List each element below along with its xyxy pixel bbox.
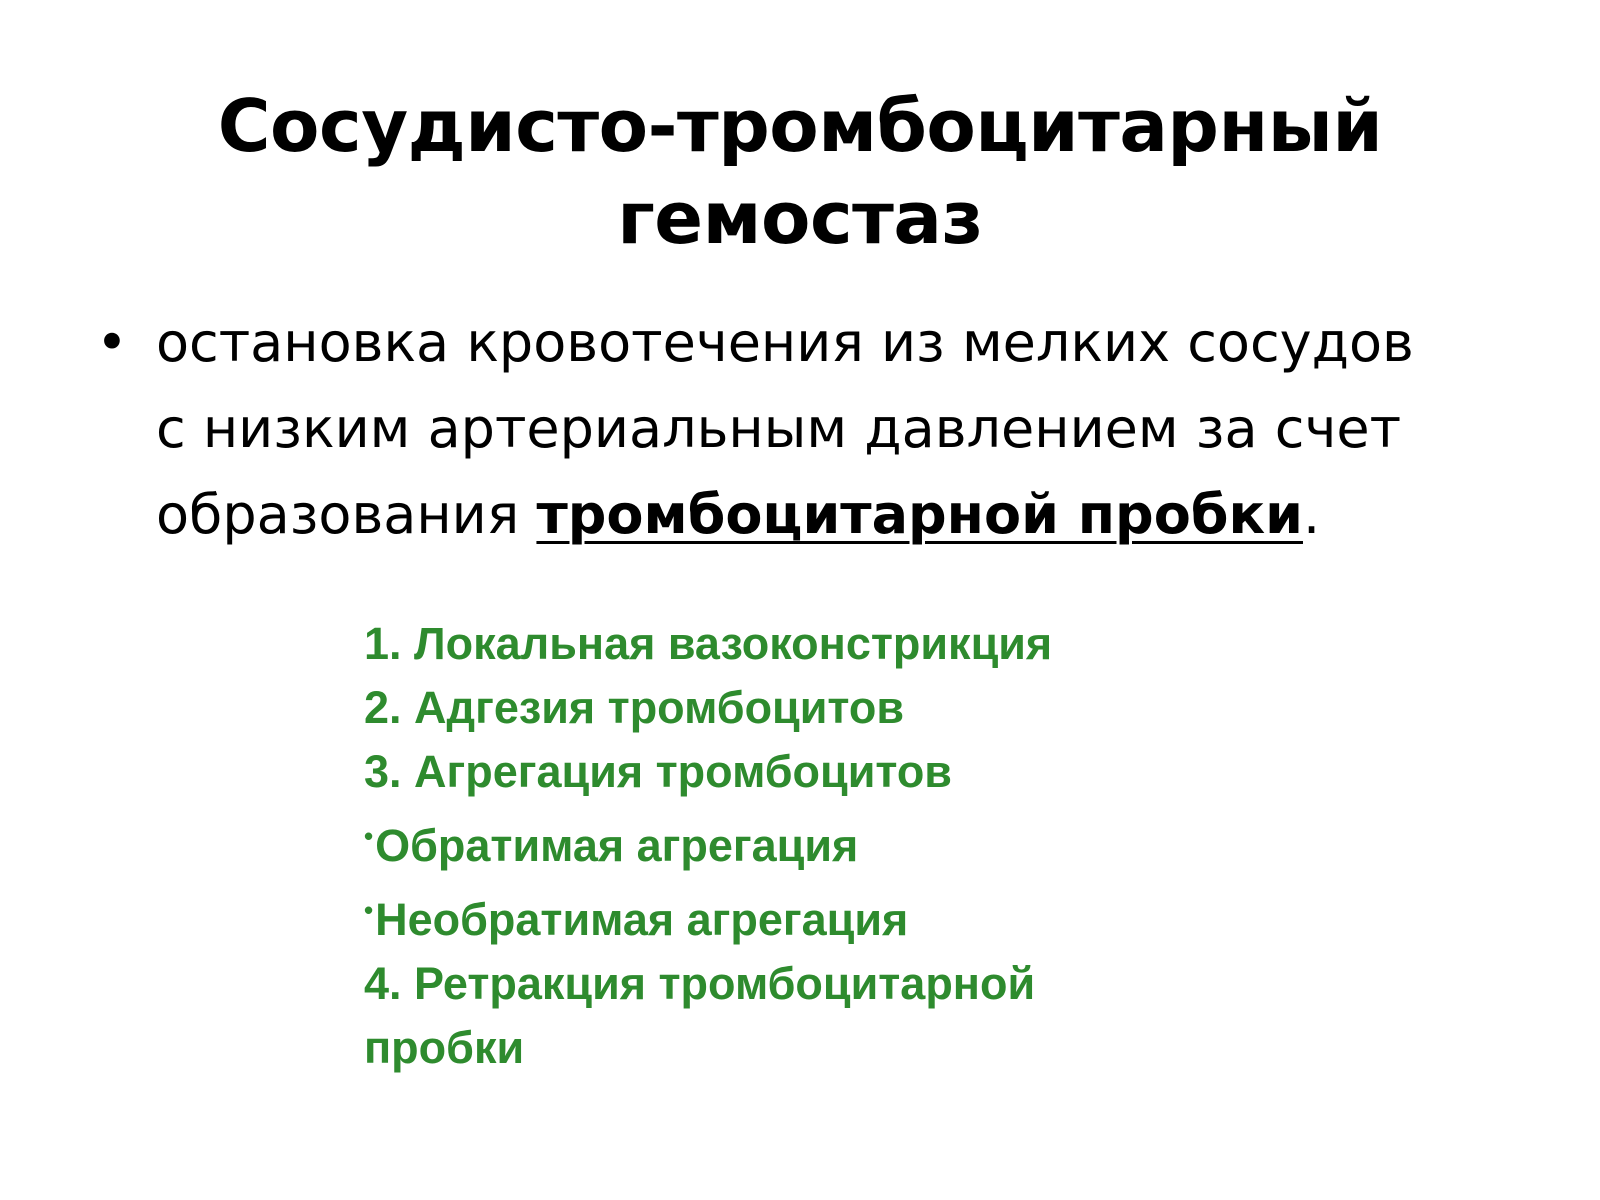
slide-title-line-1: Сосудисто-тромбоцитарный xyxy=(217,84,1383,168)
sub-step-reversible xyxy=(364,804,1364,878)
sub-step-reversible-label: Обратимая агрегация xyxy=(375,820,859,871)
sub-step-irreversible xyxy=(364,878,1364,952)
sub-step-marker: • xyxy=(364,895,374,925)
definition-text xyxy=(156,300,1536,558)
step-item-4-line-1: 4. Ретракция тромбоцитарной xyxy=(364,958,1036,1009)
bullet-marker: • xyxy=(96,311,128,374)
slide-title xyxy=(0,80,1600,264)
sub-step-irreversible-label: Необратимая агрегация xyxy=(375,894,909,945)
step-item-4-line-2: пробки xyxy=(364,1022,525,1073)
platelet-plug-emphasis: тромбоцитарной пробки xyxy=(536,483,1303,546)
definition-line-3-suffix: . xyxy=(1302,483,1321,546)
hemostasis-steps-list xyxy=(364,612,1364,1080)
definition-line-3 xyxy=(156,472,1536,558)
definition-line-1: остановка кровотечения из мелких сосудов xyxy=(156,311,1414,374)
step-item-2: 2. Адгезия тромбоцитов xyxy=(364,682,904,733)
slide-title-line-2: гемостаз xyxy=(617,176,983,260)
definition-line-3-prefix: образования xyxy=(156,483,537,546)
definition-line-2: с низким артериальным давлением за счет xyxy=(156,397,1402,460)
step-item-1: 1. Локальная вазоконстрикция xyxy=(364,618,1053,669)
sub-step-marker: • xyxy=(364,821,374,851)
step-item-3: 3. Агрегация тромбоцитов xyxy=(364,746,952,797)
